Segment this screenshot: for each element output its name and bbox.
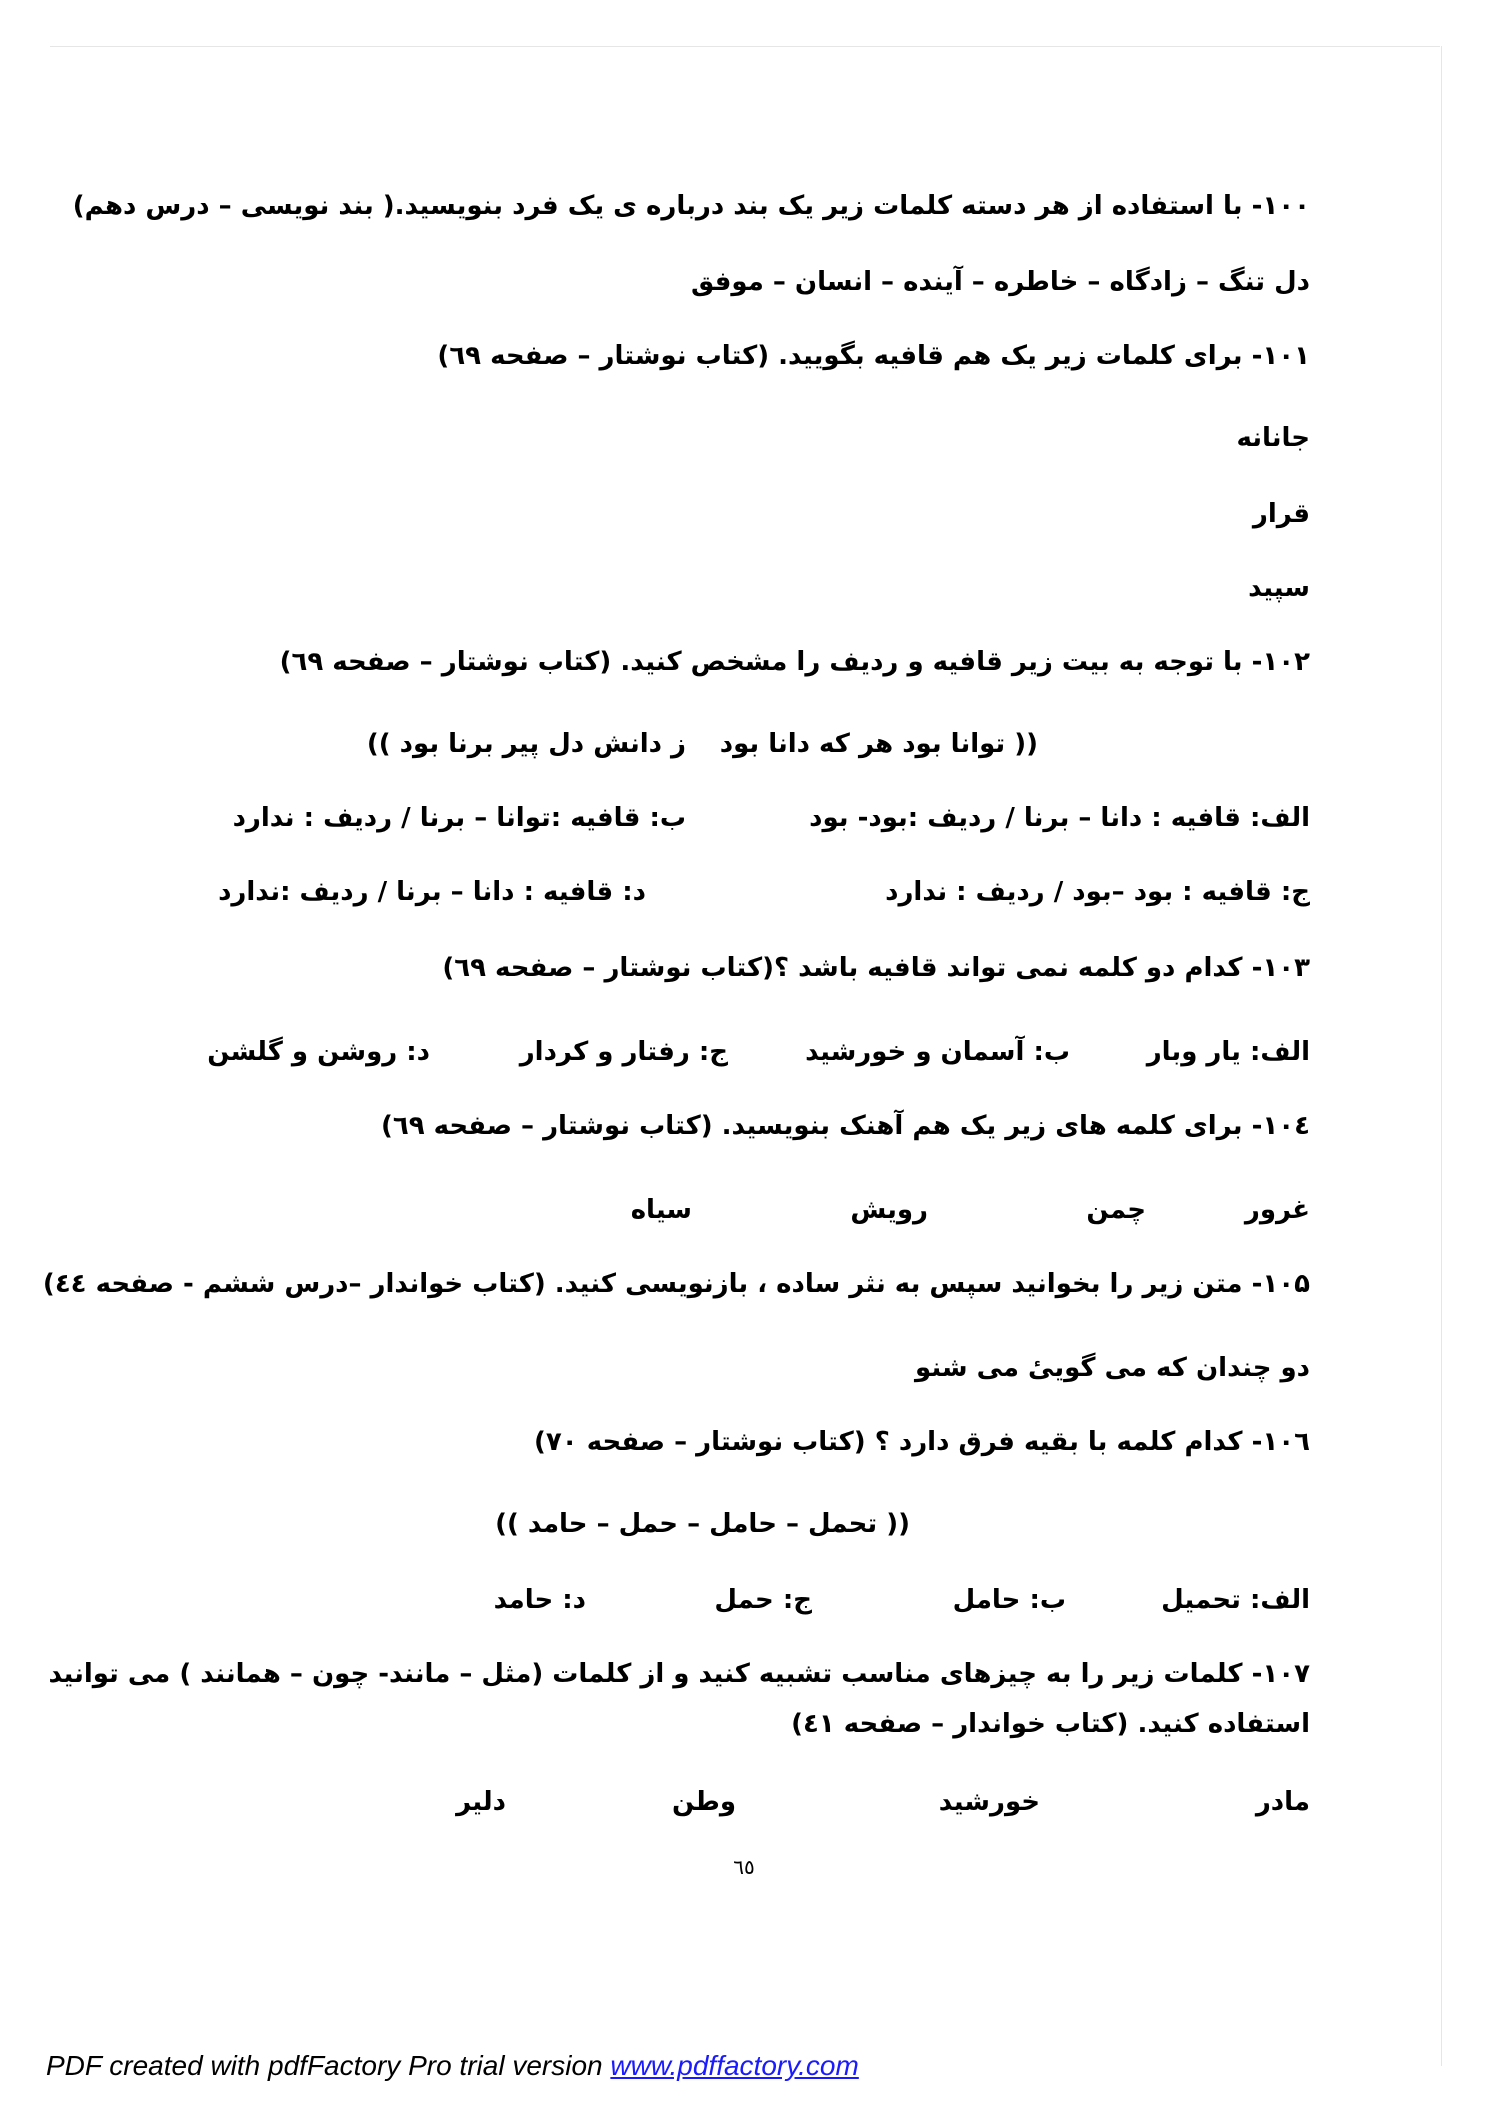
question-101-word-1: جانانه	[1236, 423, 1310, 453]
question-106-group: (( تحمل – حامل – حمل – حامد ))	[495, 1509, 910, 1539]
question-106-title: ۱۰٦- کدام کلمه با بقیه فرق دارد ؟ (کتاب نوشتار – صفحه ۷۰)	[534, 1427, 1310, 1457]
question-107-title-line-1: ۱۰۷- کلمات زیر را به چیزهای مناسب تشبیه کنید و از کلمات (مثل – مانند- چون – همانند ) می توانید	[48, 1659, 1310, 1689]
question-103-title: ۱۰۳- کدام دو کلمه نمی تواند قافیه باشد ؟(کتاب نوشتار – صفحه ٦٩)	[442, 953, 1310, 983]
question-105-text: دو چندان که می گوییٔ می شنو	[915, 1353, 1310, 1383]
question-102-option-b: ب: قافیه :توانا – برنا / ردیف : ندارد	[232, 803, 686, 833]
question-102-verse-left: ز دانش دل پیر برنا بود ))	[366, 729, 686, 759]
pdf-footer	[46, 2048, 859, 2084]
question-102-option-d: د: قافیه : دانا – برنا / ردیف :ندارد	[218, 877, 646, 907]
question-104-word-2: چمن	[1086, 1195, 1146, 1225]
question-101-title: ۱۰۱- برای کلمات زیر یک هم قافیه بگویید. (کتاب نوشتار – صفحه ٦٩)	[437, 341, 1310, 371]
question-104-word-1: غرور	[1244, 1195, 1310, 1225]
question-100-words: دل تنگ – زادگاه – خاطره – آینده – انسان – موفق	[690, 267, 1310, 297]
question-104-word-3: رویش	[850, 1195, 928, 1225]
question-102-option-c: ج: قافیه : بود –بود / ردیف : ندارد	[885, 877, 1310, 907]
question-103-option-b: ب: آسمان و خورشید	[805, 1037, 1070, 1067]
question-107-word-4: دلیر	[456, 1787, 506, 1817]
footer-text: PDF created with pdfFactory Pro trial version	[46, 2050, 611, 2081]
question-101-word-3: سپید	[1248, 573, 1310, 603]
question-107-title-line-2: استفاده کنید. (کتاب خواندار – صفحه ٤۱)	[791, 1709, 1310, 1739]
question-107-word-2: خورشید	[938, 1787, 1040, 1817]
question-104-title: ۱۰٤- برای کلمه های زیر یک هم آهنک بنویسید. (کتاب نوشتار – صفحه ٦٩)	[380, 1111, 1310, 1141]
page-number: ٦٥	[733, 1855, 755, 1879]
question-106-option-b: ب: حامل	[952, 1585, 1066, 1615]
question-103-option-d: د: روشن و گلشن	[207, 1037, 430, 1067]
question-106-option-a: الف: تحمیل	[1161, 1585, 1310, 1615]
question-103-option-c: ج: رفتار و کردار	[519, 1037, 728, 1067]
question-107-word-3: وطن	[671, 1787, 736, 1817]
question-107-word-1: مادر	[1255, 1787, 1310, 1817]
question-102-verse-right: (( توانا بود هر که دانا بود	[719, 729, 1038, 759]
question-102-title: ۱۰۲- با توجه به بیت زیر قافیه و ردیف را مشخص کنید. (کتاب نوشتار – صفحه ٦٩)	[279, 647, 1310, 677]
question-102-option-a: الف: قافیه : دانا – برنا / ردیف :بود- بود	[809, 803, 1310, 833]
question-106-option-d: د: حامد	[493, 1585, 586, 1615]
footer-link[interactable]: www.pdffactory.com	[610, 2050, 859, 2081]
question-100-title: ۱۰۰- با استفاده از هر دسته کلمات زیر یک بند درباره ی یک فرد بنویسید.( بند نویسی – درس دهم)	[72, 191, 1310, 221]
question-103-option-a: الف: یار وبار	[1146, 1037, 1310, 1067]
question-101-word-2: قرار	[1252, 499, 1310, 529]
question-106-option-c: ج: حمل	[714, 1585, 812, 1615]
question-105-title: ۱۰۵- متن زیر را بخوانید سپس به نثر ساده ، بازنویسی کنید. (کتاب خواندار –درس ششم - صفحه ٤٤)	[42, 1269, 1310, 1299]
question-104-word-4: سیاه	[630, 1195, 692, 1225]
